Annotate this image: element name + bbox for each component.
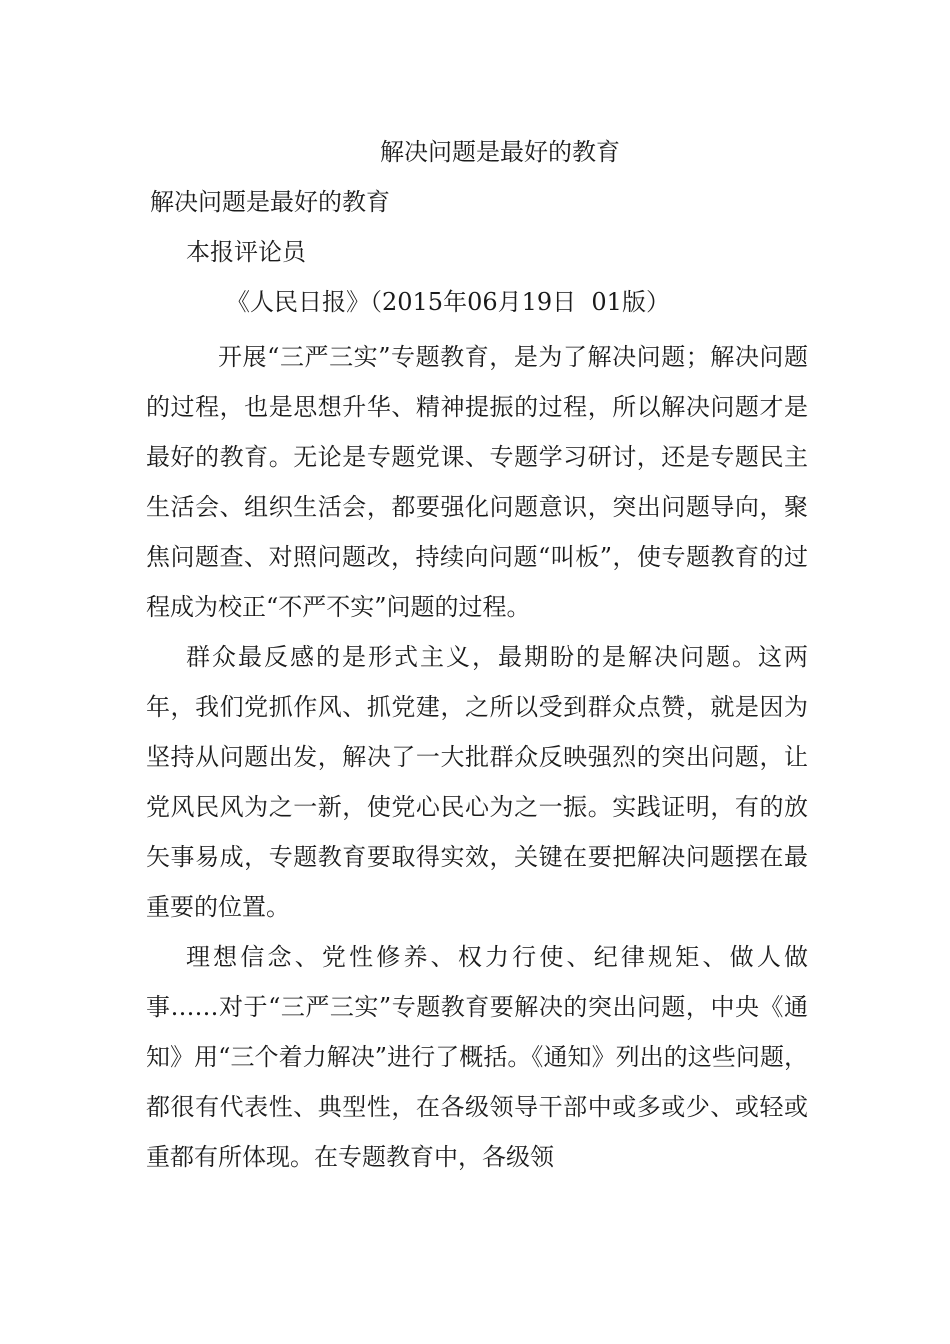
paragraph-3: 理想信念、党性修养、权力行使、纪律规矩、做人做事……对于“三严三实”专题教育要解决的突出问题，中央《通知》用“三个着力解决”进行了概括。《通知》列出的这些问题，都很有代表性、典型性，在各级领导干部中或多或少、或轻或重都有所体现。在专题教育中，各级领 xyxy=(146,943,808,1171)
paragraph-1: 开展“三严三实”专题教育，是为了解决问题；解决问题的过程，也是思想升华、精神提振的过程，所以解决问题才是最好的教育。无论是专题党课、专题学习研讨，还是专题民主生活会、组织生活会，都要强化问题意识，突出问题导向，聚焦问题查、对照问题改，持续向问题“叫板”，使专题教育的过程成为校正“不严不实”问题的过程。 xyxy=(146,343,808,621)
document-subtitle: 解决问题是最好的教育 xyxy=(150,188,390,216)
byline: 本报评论员 xyxy=(186,238,306,266)
article-body xyxy=(146,332,808,1182)
paragraph-2: 群众最反感的是形式主义，最期盼的是解决问题。这两年，我们党抓作风、抓党建，之所以受到群众点赞，就是因为坚持从问题出发，解决了一大批群众反映强烈的突出问题，让党风民风为之一新，使党心民心为之一振。实践证明，有的放矢事易成，专题教育要取得实效，关键在要把解决问题摆在最重要的位置。 xyxy=(146,643,808,921)
source-line: 《人民日报》（2015年06月19日 01版） xyxy=(226,288,670,316)
document-title: 解决问题是最好的教育 xyxy=(380,138,620,166)
